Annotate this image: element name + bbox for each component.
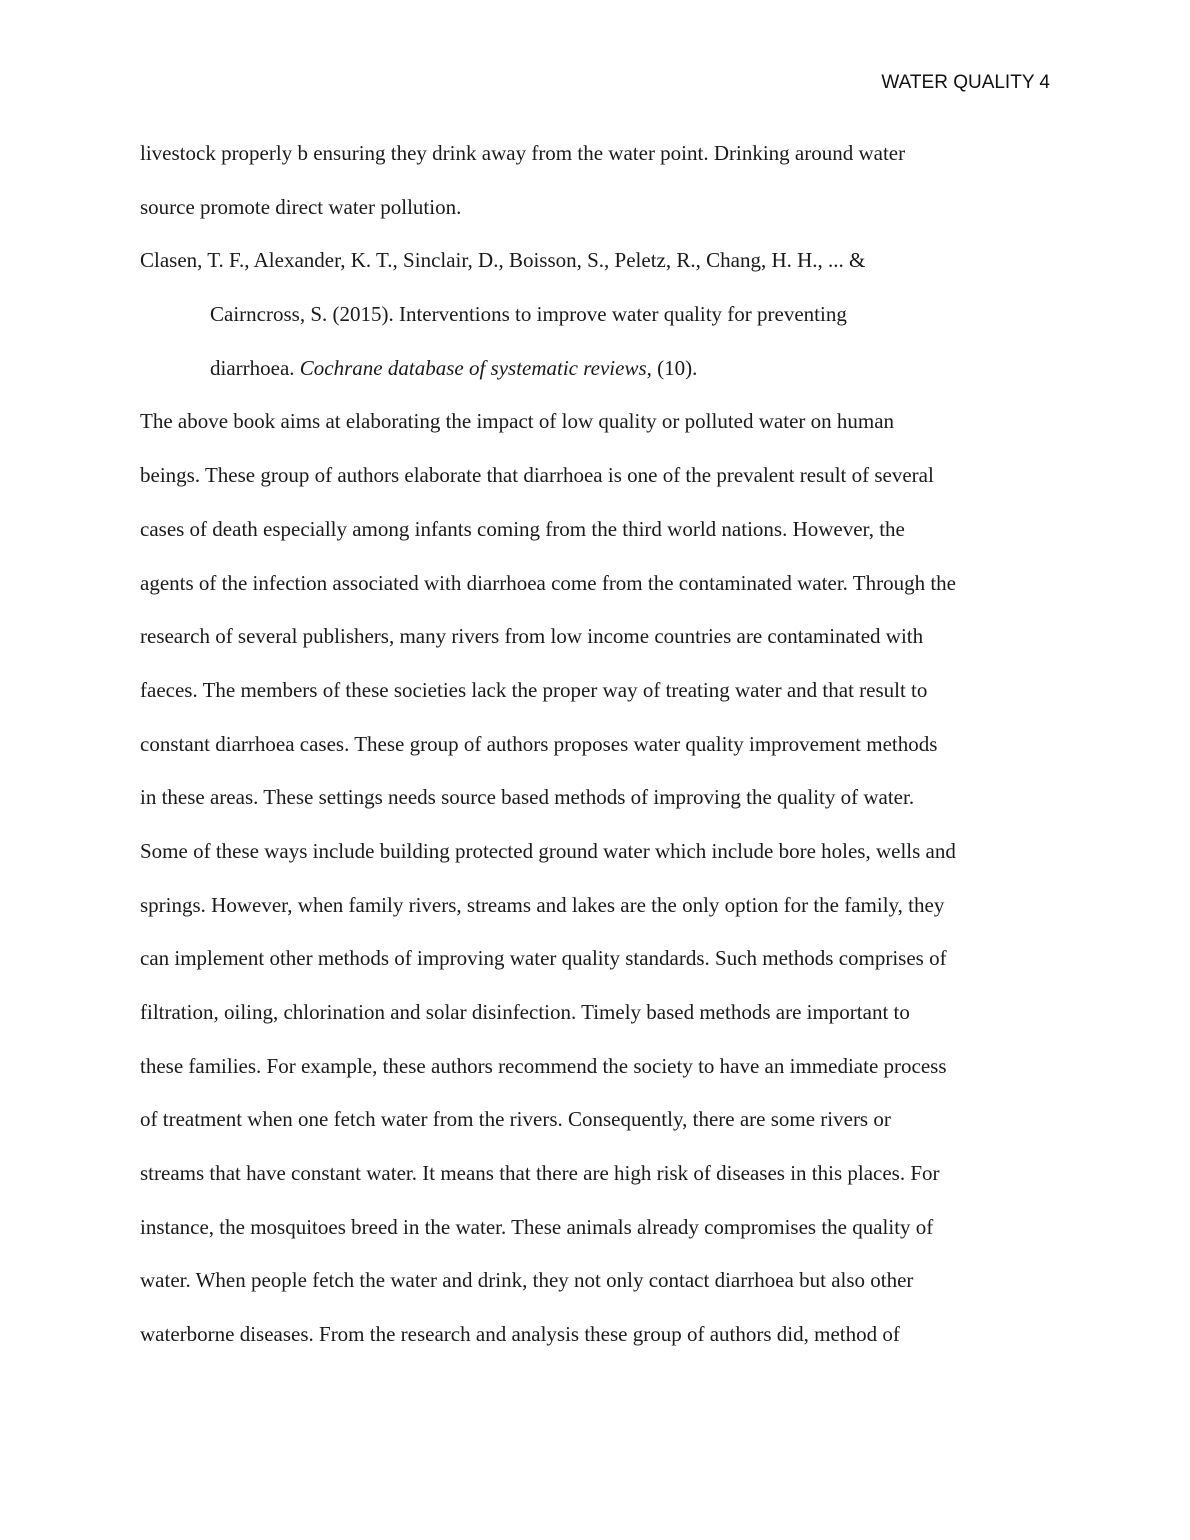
reference-entry [140, 234, 1050, 395]
text-line: agents of the infection associated with diarrhoea come from the contaminated water. Through the [140, 570, 956, 595]
text-line: The above book aims at elaborating the impact of low quality or polluted water on human [140, 409, 895, 434]
annotation-paragraph [140, 395, 1050, 1361]
reference-text: diarrhoea. [210, 355, 300, 380]
text-line: springs. However, when family rivers, streams and lakes are the only option for the family, they [140, 892, 945, 917]
reference-issue: , (10). [646, 355, 698, 380]
text-line: these families. For example, these authors recommend the society to have an immediate process [140, 1053, 947, 1078]
text-line: faeces. The members of these societies lack the proper way of treating water and that result to [140, 677, 928, 702]
text-line: livestock properly b ensuring they drink away from the water point. Drinking around water [140, 141, 906, 165]
text-line: constant diarrhoea cases. These group of authors proposes water quality improvement methods [140, 731, 938, 756]
text-line: cases of death especially among infants coming from the third world nations. However, the [140, 516, 905, 541]
text-line: research of several publishers, many rivers from low income countries are contaminated with [140, 624, 924, 649]
continuation-paragraph [140, 127, 1050, 234]
running-head: WATER QUALITY 4 [881, 72, 1050, 93]
text-line: in these areas. These settings needs source based methods of improving the quality of water. [140, 785, 915, 810]
text-line: instance, the mosquitoes breed in the water. These animals already compromises the quality of [140, 1214, 934, 1239]
text-line: beings. These group of authors elaborate that diarrhoea is one of the prevalent result of several [140, 463, 934, 488]
text-line: Some of these ways include building protected ground water which include bore holes, wells and [140, 838, 956, 863]
text-line: streams that have constant water. It means that there are high risk of diseases in this places. For [140, 1161, 940, 1186]
reference-line-3 [140, 342, 1050, 396]
reference-line-1: Clasen, T. F., Alexander, K. T., Sinclair, D., Boisson, S., Peletz, R., Chang, H. H., ... & [140, 248, 866, 273]
text-line: filtration, oiling, chlorination and solar disinfection. Timely based methods are important to [140, 1000, 910, 1024]
document-body [140, 127, 1050, 1362]
text-line: water. When people fetch the water and drink, they not only contact diarrhoea but also other [140, 1268, 914, 1293]
text-line: can implement other methods of improving water quality standards. Such methods comprises of [140, 946, 947, 971]
text-line: waterborne diseases. From the research and analysis these group of authors did, method of [140, 1322, 900, 1347]
text-line: of treatment when one fetch water from the rivers. Consequently, there are some rivers or [140, 1107, 891, 1132]
journal-title: Cochrane database of systematic reviews [299, 355, 647, 380]
text-line: source promote direct water pollution. [140, 194, 462, 219]
reference-line-2: Cairncross, S. (2015). Interventions to improve water quality for preventing [210, 302, 847, 327]
